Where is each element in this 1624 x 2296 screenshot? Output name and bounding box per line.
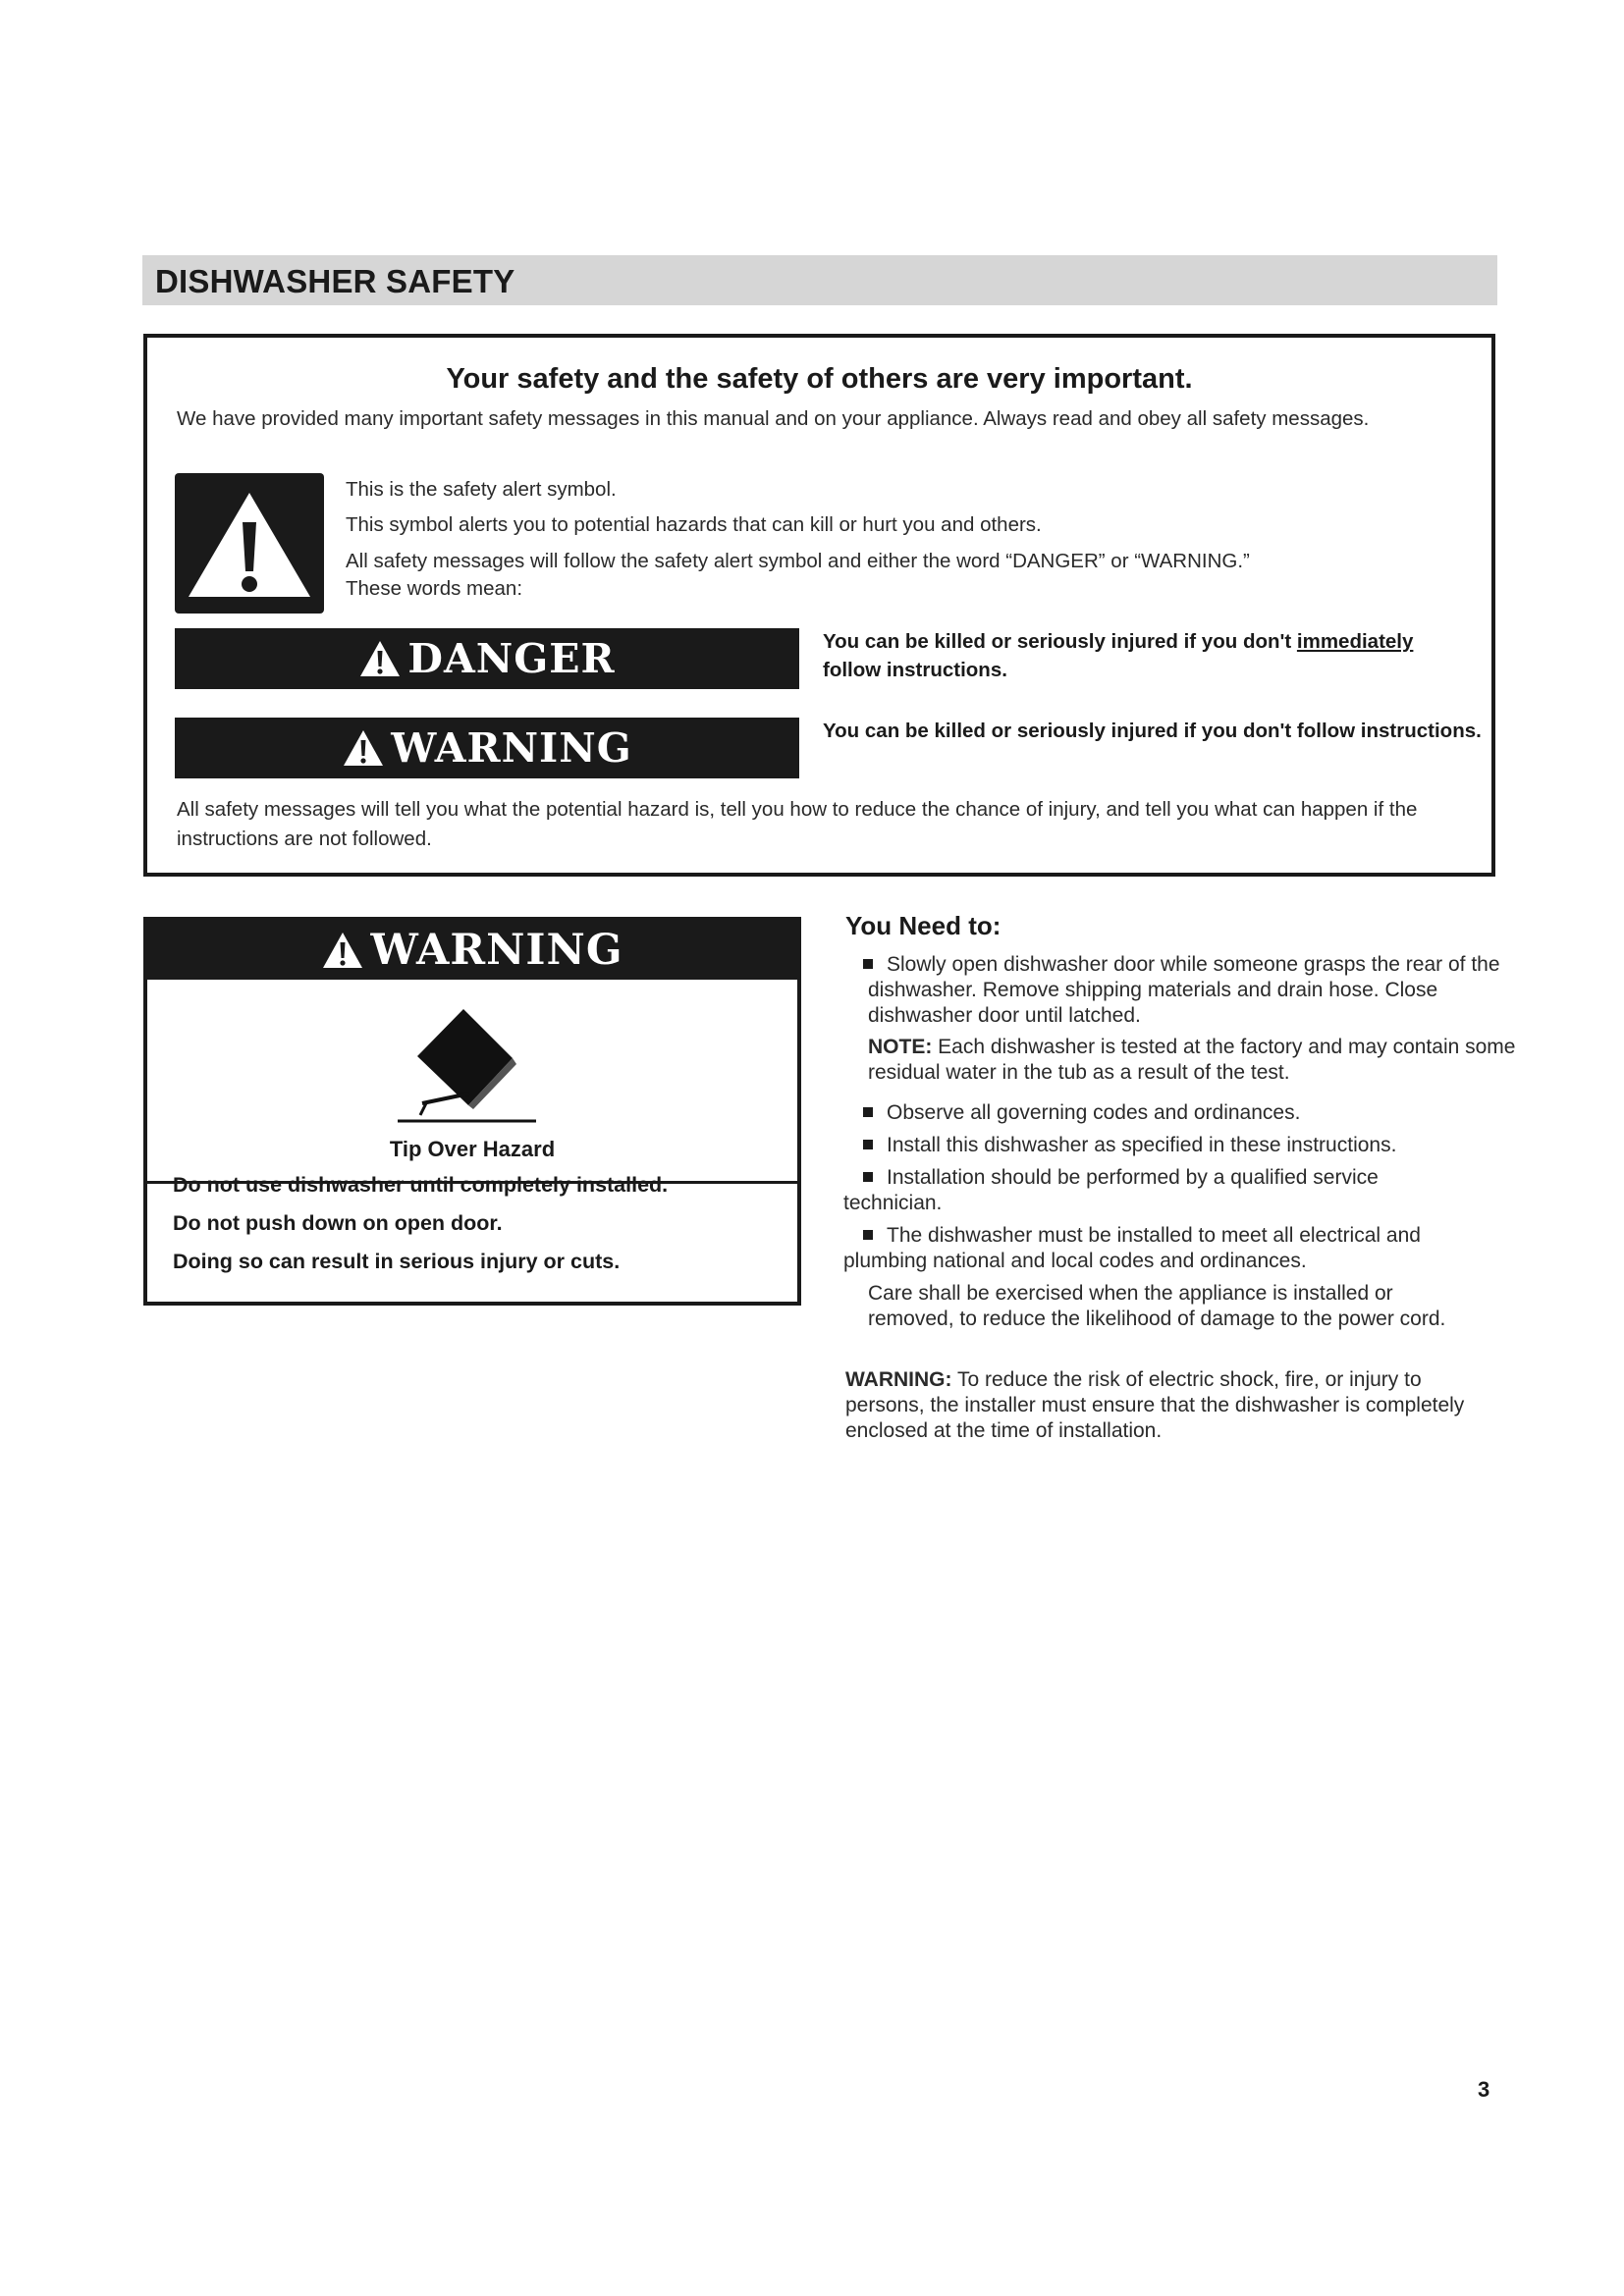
list-item [843,1133,1491,1158]
tip-warning-bar [147,921,797,980]
alert-line: These words mean: [346,577,523,600]
tip-instruction: Doing so can result in serious injury or cuts. [173,1250,621,1273]
list-item [843,1165,1393,1216]
alert-line: All safety messages will follow the safety alert symbol and either the word “DANGER” or “WARNING.” [346,550,1250,572]
list-item [843,1100,1491,1126]
care-note: Care shall be exercised when the appliance is installed or removed, to reduce the likelihood of damage to the power cord. [868,1282,1446,1330]
danger-text-part: follow instructions. [823,659,1007,681]
tip-instruction: Do not push down on open door. [173,1211,503,1235]
danger-label: DANGER [407,635,616,682]
safety-info-box [143,334,1495,877]
tip-over-hazard-icon [393,999,540,1137]
tip-warning-label: WARNING [370,926,623,975]
list-item [843,1223,1472,1274]
list-item-text: Slowly open dishwasher door while someone grasps the rear of the dishwasher. Remove shipping materials and drain hose. Close dishwasher door until latched. [868,953,1500,1027]
note-block [868,1035,1516,1086]
list-item-text: The dishwasher must be installed to meet all electrical and plumbing national and local codes and ordinances. [843,1224,1421,1272]
section-header [142,255,1497,305]
warning-description: You can be killed or seriously injured if you don't follow instructions. [823,720,1482,742]
safety-intro: We have provided many important safety messages in this manual and on your appliance. Always read and obey all safety messages. [177,407,1370,430]
bullet-icon [863,1230,873,1240]
installation-warning-text: To reduce the risk of electric shock, fire, or injury to persons, the installer must ensure that the dishwasher is completely enclosed at the time of installation. [845,1368,1465,1442]
danger-text-part: You can be killed or seriously injured if you don't [823,630,1297,653]
alert-line: This is the safety alert symbol. [346,478,617,501]
bullet-icon [863,1140,873,1149]
safety-heading: Your safety and the safety of others are very important. [446,363,1193,395]
tip-instruction: Do not use dishwasher until completely installed. [173,1173,669,1197]
bullet-icon [863,1172,873,1182]
installation-warning-label: WARNING: [845,1368,952,1391]
you-need-title: You Need to: [845,911,1001,940]
warning-triangle-icon [358,639,402,678]
note-label: NOTE: [868,1036,933,1058]
danger-signal-bar [175,628,799,689]
list-item-text: Installation should be performed by a qualified service technician. [843,1166,1379,1214]
bullet-icon [863,959,873,969]
section-title: DISHWASHER SAFETY [155,263,515,299]
page-number: 3 [1478,2077,1490,2102]
safety-footer: All safety messages will tell you what the potential hazard is, tell you how to reduce the chance of injury, and tell you what can happen if the instructions are not followed. [177,798,1418,850]
alert-line: This symbol alerts you to potential hazards that can kill or hurt you and others. [346,513,1042,536]
warning-signal-bar [175,718,799,778]
installation-warning [845,1367,1474,1444]
safety-alert-icon [175,473,324,614]
list-item-text: Observe all governing codes and ordinances. [887,1101,1301,1124]
warning-triangle-icon [342,728,385,768]
tip-over-warning-box [143,917,801,1306]
warning-label: WARNING [391,724,632,772]
tip-hazard-title: Tip Over Hazard [389,1137,556,1161]
list-item [868,952,1516,1029]
list-item-text: Install this dishwasher as specified in these instructions. [887,1134,1397,1156]
warning-triangle-icon [321,931,364,970]
danger-description [823,627,1490,684]
note-text: Each dishwasher is tested at the factory and may contain some residual water in the tub as a result of the test. [868,1036,1516,1084]
danger-text-emphasis: immediately [1296,630,1414,653]
bullet-icon [863,1107,873,1117]
